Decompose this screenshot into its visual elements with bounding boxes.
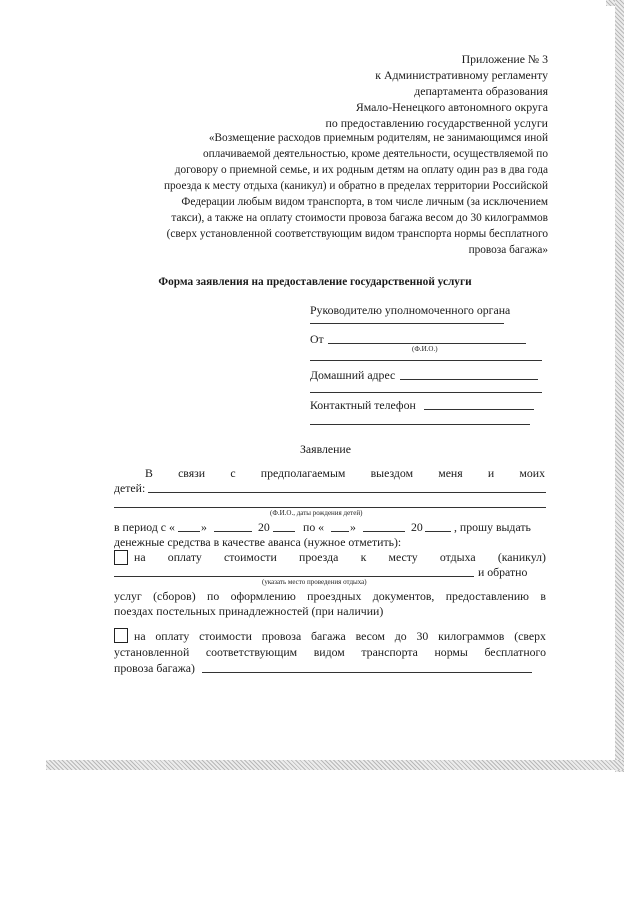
period-q2: » [350,520,356,534]
word: установленной [114,645,190,659]
word: (каникул) [497,550,546,564]
word: стоимости [199,629,252,643]
word: проезда [299,550,339,564]
advance-line: денежные средства в качестве аванса (нужное отметить): [114,535,402,549]
header-line: Ямало-Ненецкого автономного округа [355,100,548,114]
word: моих [519,466,545,480]
period-year2-line [425,531,451,532]
word: к [360,550,367,564]
word: видом [313,645,345,659]
word: по [207,589,220,603]
word: услуг [114,589,142,603]
home-address-label: Домашний адрес [310,368,396,382]
children-label: детей: [114,481,146,495]
children-caption: (Ф.И.О., даты рождения детей) [270,509,363,517]
from-label: От [310,332,324,346]
word: на [134,629,146,643]
from-line-2 [310,360,542,361]
word: предполагаемым [260,466,346,480]
header-line: договору о приемной семье, и их родным детям на оплату один раз в два года [174,164,548,176]
word: багажа [311,629,346,643]
word: оплату [155,629,190,643]
header-line: (сверх установленной соответствующим видом транспорта нормы бесплатного [166,228,548,240]
from-line [328,343,526,344]
word: документов, [372,589,435,603]
period-year1-line [273,531,295,532]
word: до [394,629,407,643]
and-back-label: и обратно [478,565,528,579]
home-address-line [400,379,538,380]
word: 30 [416,629,429,643]
fio-caption: (Ф.И.О.) [412,345,438,353]
period-day2-line [331,531,349,532]
period-suffix: , прошу выдать [454,520,531,534]
word: провоза [261,629,302,643]
option2-line [134,629,546,644]
word: стоимости [223,550,277,564]
word: транспорта [361,645,418,659]
place-caption: (указать место проведения отдыха) [262,578,367,586]
header-line: «Возмещение расходов приемным родителям, не занимающимся иной [208,132,548,144]
header-line: Приложение № 3 [461,52,548,66]
option1-cont-last: поездах постельных принадлежностей (при наличии) [114,604,384,618]
header-line: проезда к месту отдыха (каникул) и обратно в пределах территории Российской [163,180,548,192]
destination-line [114,576,474,577]
word: (сверх [514,629,546,643]
option2-line-3: провоза багажа) [114,661,195,675]
option2-checkbox[interactable] [114,628,128,643]
header-line: департамента образования [414,84,548,98]
children-line-2 [114,507,546,508]
period-q1: » [201,520,207,534]
option1-line [134,550,546,565]
header-line: такси), а также на оплату стоимости провоза багажа весом до 30 килограммов [171,212,548,224]
phone-line-2 [310,424,530,425]
word: в [540,589,546,603]
header-line: провоза багажа» [468,244,548,256]
word: оформлению [230,589,296,603]
word: с [230,466,236,480]
option1-cont-line [114,589,546,604]
word: меня [438,466,463,480]
header-line: к Административному регламенту [375,68,548,82]
page-edge-shadow-right [615,0,624,772]
word: нормы [434,645,468,659]
period-prefix: в период с « [114,520,175,534]
word: В [145,466,153,480]
header-line: Федерации любым видом транспорта, в том числе личным (за исключением [181,196,548,208]
children-line [148,492,546,493]
period-day1-line [178,531,200,532]
recipient-label: Руководителю уполномоченного органа [310,303,511,317]
period-po: по « [303,520,325,534]
word: оплату [167,550,202,564]
header-line: по предоставлению государственной услуги [325,116,548,130]
word: предоставлению [445,589,529,603]
word: связи [178,466,206,480]
word: весом [355,629,385,643]
word: выездом [370,466,414,480]
page-edge-shadow-bottom [46,760,624,770]
word: соответствующим [205,645,298,659]
recipient-line [310,323,504,324]
option1-checkbox[interactable] [114,550,128,565]
period-year2: 20 [411,520,423,534]
phone-line [424,409,534,410]
period-month1-line [214,531,252,532]
word: отдыха [439,550,476,564]
header-line: оплачиваемой деятельностью, кроме деятельности, осуществляемой по [202,148,548,160]
home-address-line-2 [310,392,542,393]
baggage-line [202,672,532,673]
word: проездных [307,589,362,603]
option2-line-2 [114,645,546,660]
form-title: Форма заявления на предоставление государственной услуги [158,276,472,288]
period-year1: 20 [258,520,270,534]
word: месту [388,550,418,564]
word: на [134,550,146,564]
word: и [487,466,495,480]
word: килограммов [438,629,505,643]
statement-heading: Заявление [300,442,351,456]
word: (сборов) [153,589,196,603]
intro-line [145,466,545,481]
word: бесплатного [484,645,546,659]
period-month2-line [363,531,405,532]
phone-label: Контактный телефон [310,398,416,412]
